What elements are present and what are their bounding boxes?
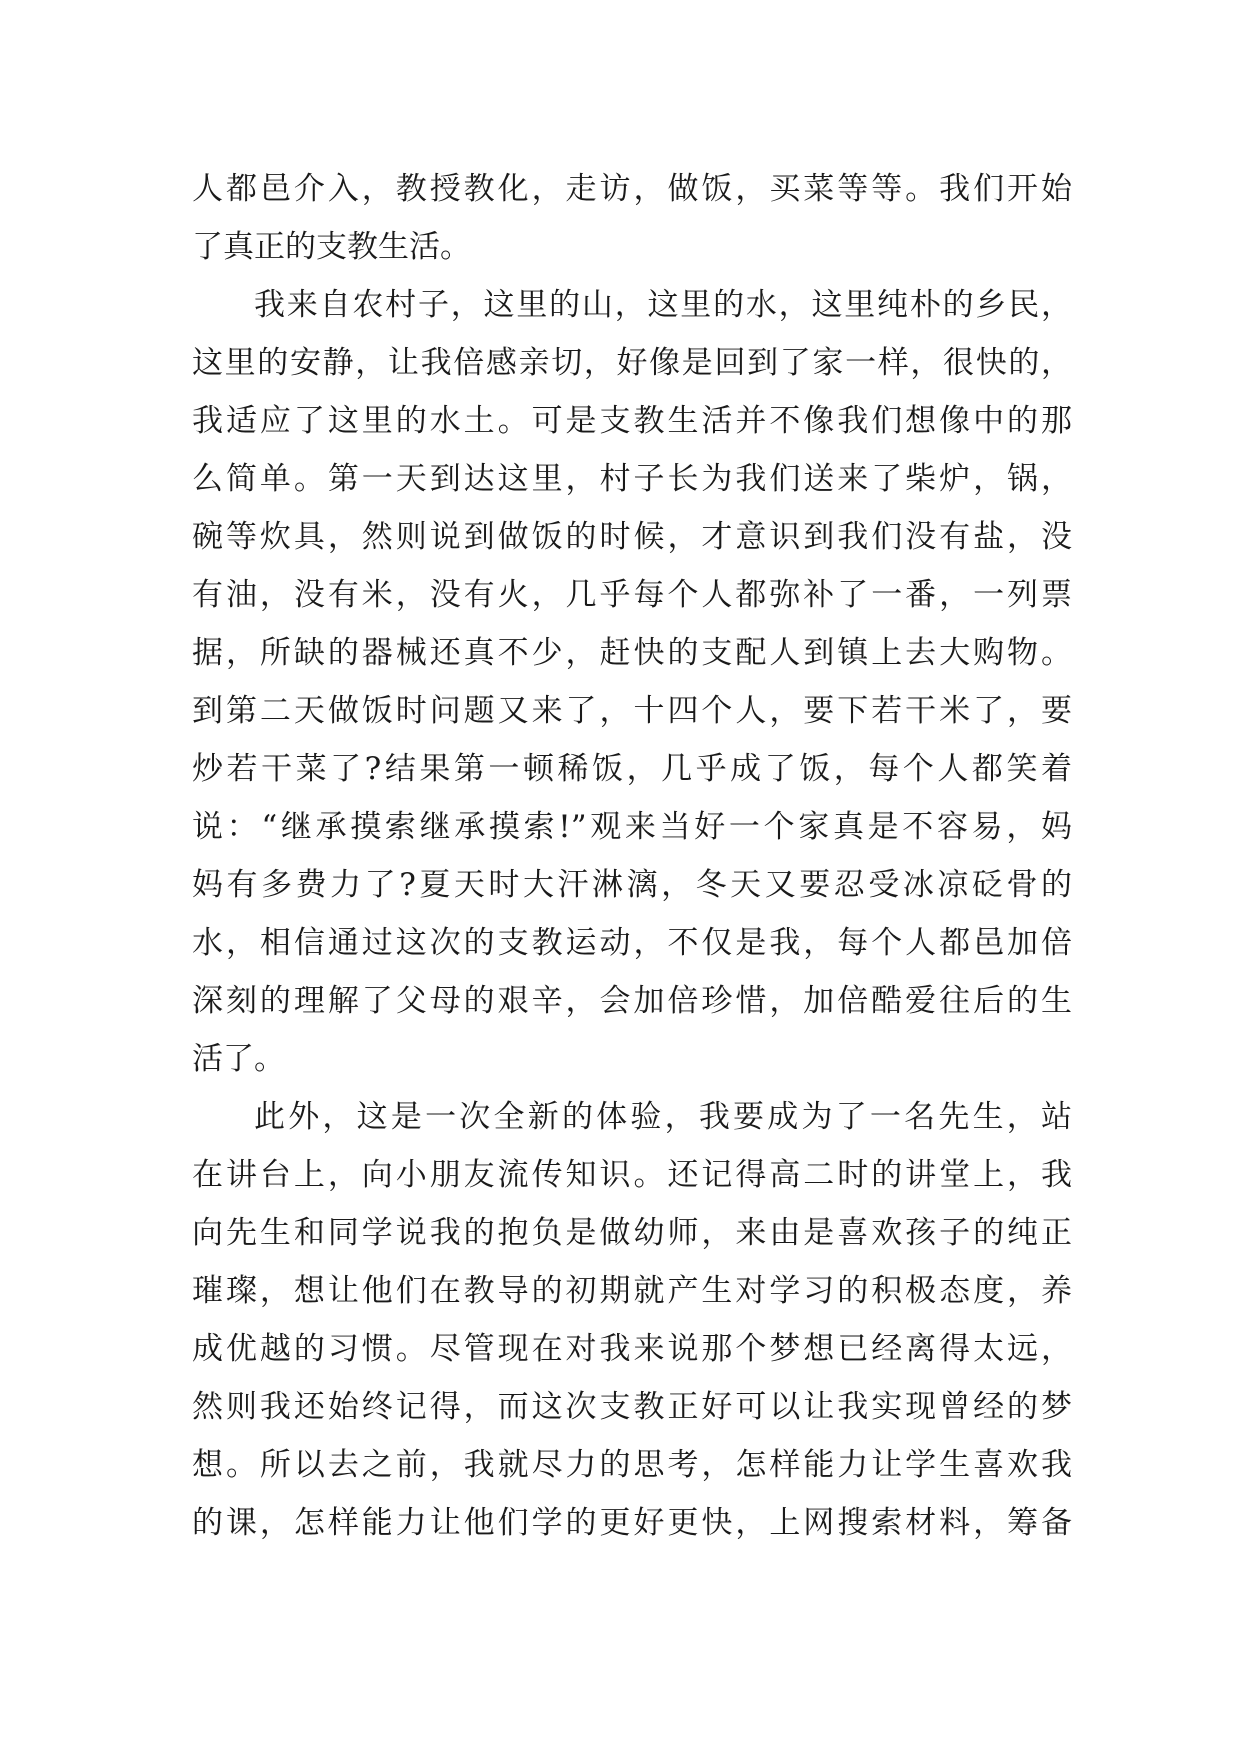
text-line-19: 向先生和同学说我的抱负是做幼师，来由是喜欢孩子的纯正 [192, 1215, 1072, 1251]
text-line-11: 炒若干菜了?结果第一顿稀饭，几乎成了饭，每个人都笑着 [192, 751, 1072, 787]
text-line-18: 在讲台上，向小朋友流传知识。还记得高二时的讲堂上，我 [192, 1157, 1072, 1193]
text-line-10: 到第二天做饭时问题又来了，十四个人，要下若干米了，要 [192, 693, 1072, 729]
text-line-3: 我来自农村子，这里的山，这里的水，这里纯朴的乡民， [254, 287, 1072, 323]
text-line-2: 了真正的支教生活。 [192, 229, 471, 265]
text-line-4: 这里的安静，让我倍感亲切，好像是回到了家一样，很快的， [192, 345, 1072, 381]
text-line-16: 活了。 [192, 1041, 285, 1077]
text-line-24: 的课，怎样能力让他们学的更好更快，上网搜索材料，筹备 [192, 1505, 1072, 1541]
text-line-8: 有油，没有米，没有火，几乎每个人都弥补了一番，一列票 [192, 577, 1072, 613]
text-line-21: 成优越的习惯。尽管现在对我来说那个梦想已经离得太远， [192, 1331, 1072, 1367]
text-line-9: 据，所缺的器械还真不少，赶快的支配人到镇上去大购物。 [192, 635, 1072, 671]
text-line-5: 我适应了这里的水土。可是支教生活并不像我们想像中的那 [192, 403, 1072, 439]
text-line-23: 想。所以去之前，我就尽力的思考，怎样能力让学生喜欢我 [192, 1447, 1072, 1483]
text-line-12: 说：“继承摸索继承摸索!”观来当好一个家真是不容易，妈 [192, 809, 1072, 845]
text-line-1: 人都邑介入，教授教化，走访，做饭，买菜等等。我们开始 [192, 171, 1072, 207]
text-line-14: 水，相信通过这次的支教运动，不仅是我，每个人都邑加倍 [192, 925, 1072, 961]
text-line-20: 璀璨，想让他们在教导的初期就产生对学习的积极态度，养 [192, 1273, 1072, 1309]
document-body [192, 160, 1072, 1552]
text-line-22: 然则我还始终记得，而这次支教正好可以让我实现曾经的梦 [192, 1389, 1072, 1425]
text-line-17: 此外，这是一次全新的体验，我要成为了一名先生，站 [254, 1099, 1072, 1135]
text-line-15: 深刻的理解了父母的艰辛，会加倍珍惜，加倍酷爱往后的生 [192, 983, 1072, 1019]
text-line-6: 么简单。第一天到达这里，村子长为我们送来了柴炉，锅， [192, 461, 1072, 497]
text-line-13: 妈有多费力了?夏天时大汗淋漓，冬天又要忍受冰凉砭骨的 [192, 867, 1072, 903]
text-line-7: 碗等炊具，然则说到做饭的时候，才意识到我们没有盐，没 [192, 519, 1072, 555]
